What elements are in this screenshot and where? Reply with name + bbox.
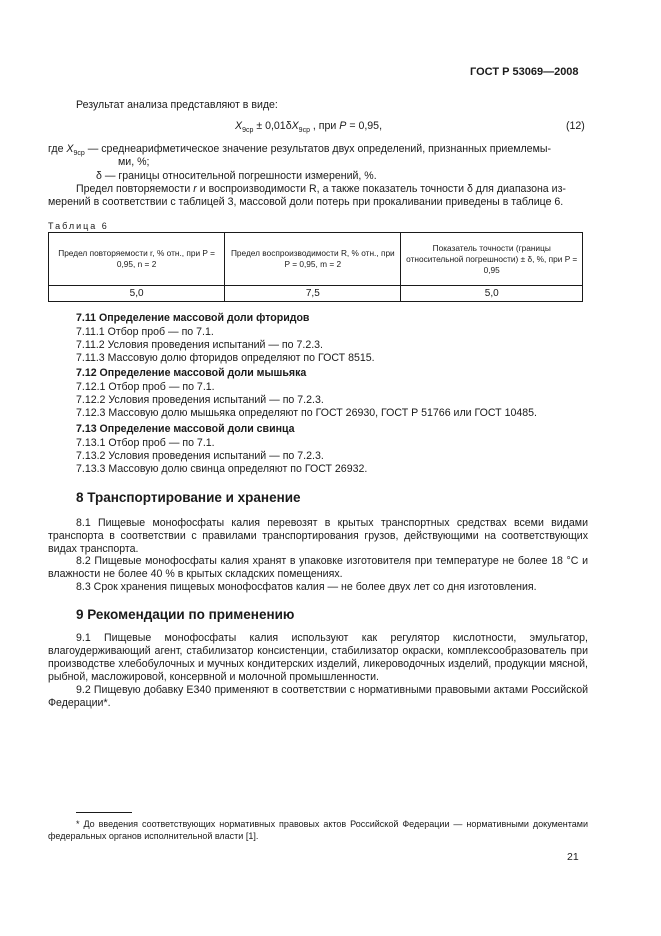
- table-caption: Таблица 6: [48, 221, 109, 231]
- formula-tail: , при: [309, 120, 340, 132]
- section-7-13-title: 7.13 Определение массовой доли свинца: [76, 423, 295, 435]
- formula-x2: X: [291, 120, 299, 132]
- item-7-11-3: 7.11.3 Массовую долю фторидов определяют по ГОСТ 8515.: [76, 352, 375, 364]
- item-7-13-2: 7.13.2 Условия проведения испытаний — по 7.2.3.: [76, 450, 324, 462]
- footnote-divider: [76, 812, 132, 813]
- formula-pm: ± 0,01δ: [253, 120, 292, 132]
- paragraph-8-2: 8.2 Пищевые монофосфаты калия хранят в упаковке изготовителя при температуре не более 18 °C и влажности не более 40 % в крытых складских помещениях.: [48, 555, 588, 580]
- formula-x: X: [235, 120, 243, 132]
- item-7-13-3: 7.13.3 Массовую долю свинца определяют по ГОСТ 26932.: [76, 463, 368, 475]
- item-7-13-1: 7.13.1 Отбор проб — по 7.1.: [76, 437, 215, 449]
- formula-12: [235, 120, 382, 137]
- formula-x2-sub: 9ср: [298, 127, 310, 134]
- paragraph-9-1: 9.1 Пищевые монофосфаты калия используют как регулятор кислотности, эмульгатор, влагоудерживающий агент, стабилизатор консистенции, стабилизатор окраски, комплексообразователь при производстве хлебобулочных и мучных кондитерских изделий, ликероводочных изделий, продукции мясной, рыбной, масложировой, консервной и молочной промышленности.: [48, 632, 588, 683]
- repeat-r: r: [193, 183, 197, 195]
- table-header-accuracy: Показатель точности (границы относительной погрешности) ± δ, %, при P = 0,95: [401, 233, 583, 286]
- formula-number: (12): [566, 120, 585, 132]
- repeat-a: Предел повторяемости: [76, 183, 194, 195]
- table-cell-accuracy: 5,0: [401, 286, 583, 302]
- item-7-12-2: 7.12.2 Условия проведения испытаний — по 7.2.3.: [76, 394, 324, 406]
- page-number: 21: [567, 851, 579, 863]
- result-intro-text: Результат анализа представляют в виде:: [76, 99, 278, 111]
- where-definition: — среднеарифметическое значение результатов двух определений, признанных приемлемы-: [84, 143, 552, 155]
- table-header-reproducibility: Предел воспроизводимости R, % отн., при P = 0,95, m = 2: [225, 233, 401, 286]
- section-7-11-title: 7.11 Определение массовой доли фторидов: [76, 312, 310, 324]
- table-cell-repeatability: 5,0: [49, 286, 225, 302]
- where-cont: ми, %;: [118, 156, 150, 168]
- where-x: X: [66, 143, 74, 155]
- item-7-11-1: 7.11.1 Отбор проб — по 7.1.: [76, 326, 214, 338]
- table-header-repeatability: Предел повторяемости r, % отн., при P = 0,95, n = 2: [49, 233, 225, 286]
- delta-definition: δ — границы относительной погрешности измерений, %.: [96, 170, 377, 182]
- where-prefix: где: [48, 143, 67, 155]
- table-cell-reproducibility: 7,5: [225, 286, 401, 302]
- formula-x-sub: 9ср: [242, 127, 254, 134]
- item-7-11-2: 7.11.2 Условия проведения испытаний — по 7.2.3.: [76, 339, 323, 351]
- section-9-title: 9 Рекомендации по применению: [76, 607, 295, 622]
- formula-p: P: [339, 120, 347, 132]
- section-8-title: 8 Транспортирование и хранение: [76, 490, 301, 505]
- table-6: [48, 232, 583, 302]
- paragraph-9-2: 9.2 Пищевую добавку Е340 применяют в соответствии с нормативными правовыми актами Российской Федерации*.: [48, 684, 588, 709]
- paragraph-8-1: 8.1 Пищевые монофосфаты калия перевозят в крытых транспортных средствах всеми видами транспорта в соответствии с правилами транспортирования грузов, действующими на соответствующих видах транспорта.: [48, 517, 588, 555]
- item-7-12-3: 7.12.3 Массовую долю мышьяка определяют по ГОСТ 26930, ГОСТ Р 51766 или ГОСТ 10485.: [76, 407, 537, 419]
- repeat-b: и воспроизводимости R, а также показатель точности δ для диапазона из-: [196, 183, 566, 195]
- item-7-12-1: 7.12.1 Отбор проб — по 7.1.: [76, 381, 215, 393]
- repeatability-line: [76, 183, 588, 196]
- footnote: * До введения соответствующих нормативных правовых актов Российской Федерации — нормативными документами федеральных органов исполнительной власти [1].: [48, 819, 588, 841]
- formula-eq: = 0,95,: [346, 120, 383, 132]
- standard-header: ГОСТ Р 53069—2008: [470, 66, 579, 78]
- section-7-12-title: 7.12 Определение массовой доли мышьяка: [76, 367, 307, 379]
- paragraph-8-3: 8.3 Срок хранения пищевых монофосфатов калия — не более двух лет со дня изготовления.: [76, 581, 537, 593]
- where-x-sub: 9ср: [73, 150, 85, 157]
- repeatability-cont: мерений в соответствии с таблицей 3, массовой доли потерь при прокаливании приведены в таблице 6.: [48, 196, 564, 208]
